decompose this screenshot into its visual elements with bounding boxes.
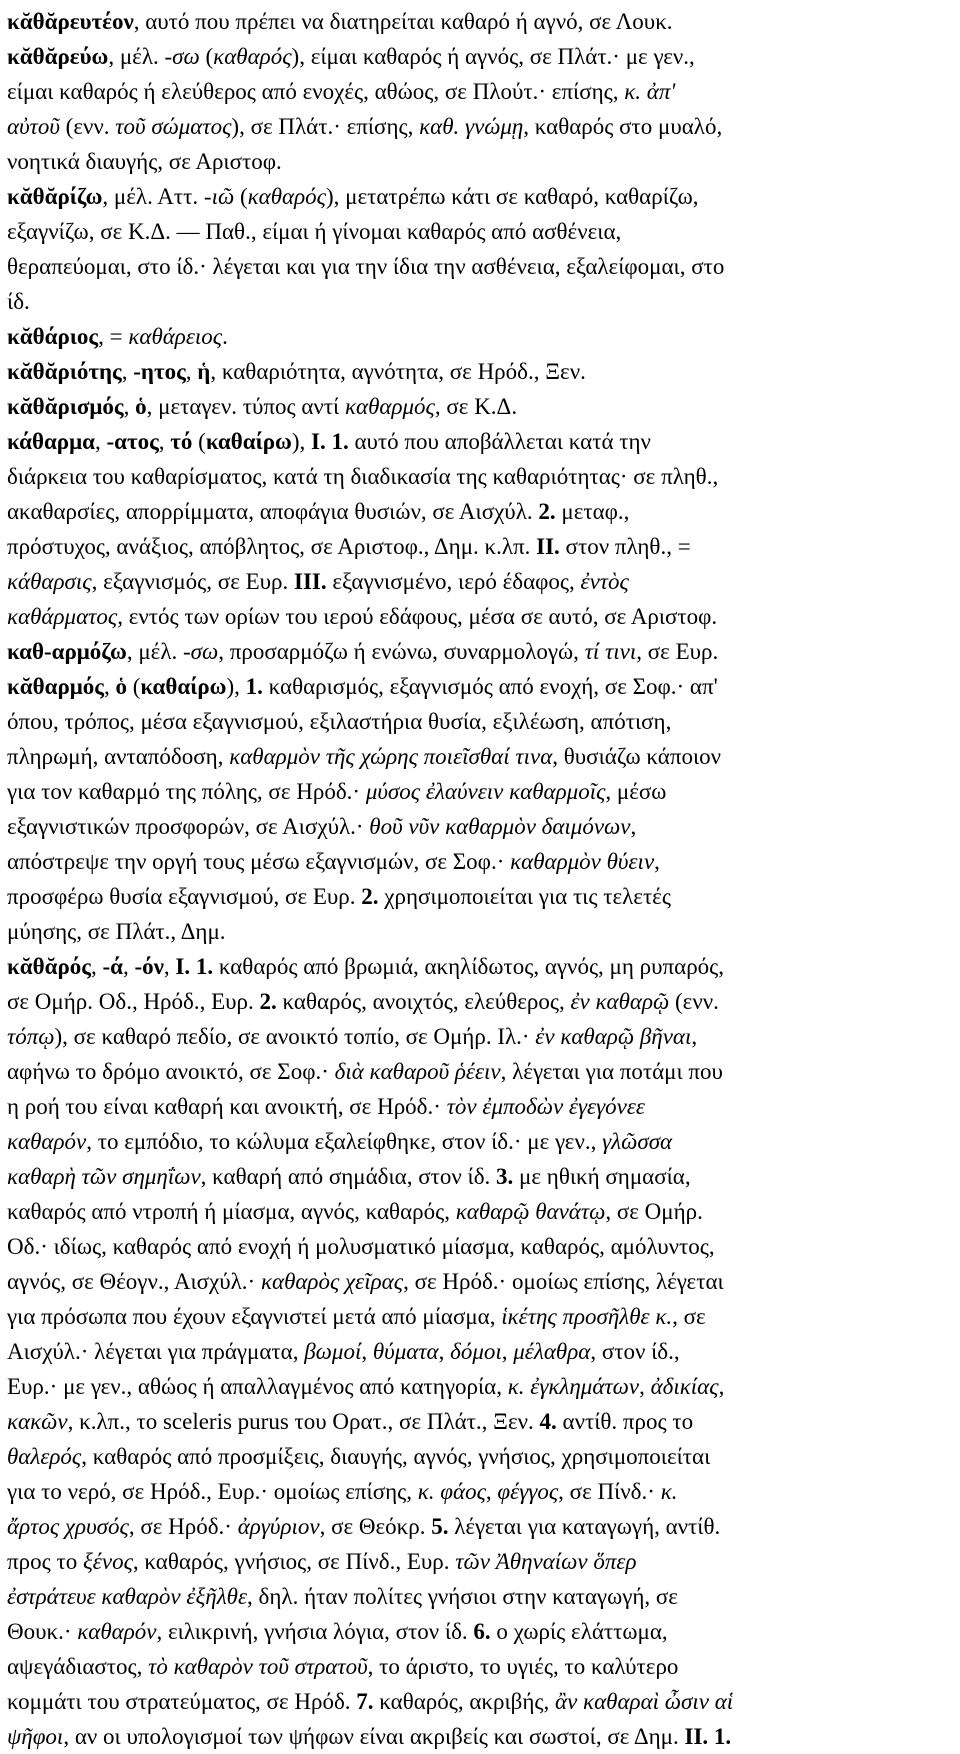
body-text: αυτό που αποβάλλεται κατά την — [348, 429, 651, 454]
headword-text: II. 1. — [684, 1724, 732, 1749]
body-text: , — [501, 1339, 514, 1364]
headword-text: καθαίρω — [205, 429, 292, 454]
body-text: ), σε καθαρό πεδίο, σε ανοικτό τοπίο, σε Ομήρ. Ιλ.· — [54, 1024, 536, 1049]
text-line — [7, 214, 942, 249]
italic-text: καθαρῷ θανάτῳ — [455, 1199, 606, 1224]
body-text: στον πληθ., = — [559, 534, 691, 559]
italic-text: σω — [190, 639, 219, 664]
text-line — [7, 949, 942, 984]
headword-text: κᾰθᾰρευτέον — [7, 9, 134, 34]
text-line — [7, 984, 942, 1019]
body-text: καθαρός, ανοιχτός, ελεύθερος, — [276, 989, 571, 1014]
body-text: απόστρεψε την οργή τους μέσω εξαγνισμών, σε Σοφ.· — [7, 849, 511, 874]
italic-text: θύματα — [372, 1339, 439, 1364]
body-text: (ενν. — [669, 989, 719, 1014]
body-text: με ηθική σημασία, — [513, 1164, 691, 1189]
headword-text: 5. — [431, 1514, 449, 1539]
text-line — [7, 879, 942, 914]
body-text: , — [630, 814, 637, 839]
headword-text: 7. — [356, 1689, 374, 1714]
italic-text: τῶν Ἀθηναίων ὅπερ — [455, 1549, 637, 1574]
body-text: Θουκ.· — [7, 1619, 78, 1644]
headword-text: 2. — [259, 989, 277, 1014]
headword-text: II. — [536, 534, 560, 559]
text-line — [7, 1684, 942, 1719]
text-line — [7, 459, 942, 494]
headword-text: κᾰθᾰριότης — [7, 359, 122, 384]
italic-text: ἐντὸς — [580, 569, 629, 594]
text-line — [7, 1369, 942, 1404]
body-text: , ειλικρινή, γνήσια λόγια, στον ίδ. — [156, 1619, 474, 1644]
italic-text: καθαρόν — [7, 1129, 87, 1154]
headword-text: κᾰθᾰρεύω — [7, 44, 109, 69]
italic-text: ξένος — [82, 1549, 133, 1574]
body-text: Ευρ.· με γεν., αθώος ή απαλλαγμένος από κατηγορία, — [7, 1374, 508, 1399]
body-text: μεταφ., — [555, 499, 630, 524]
text-line — [7, 704, 942, 739]
text-line — [7, 739, 942, 774]
italic-text: θαλερός — [7, 1444, 82, 1469]
italic-text: βωμοί — [304, 1339, 362, 1364]
text-line — [7, 39, 942, 74]
body-text: , μέλ. - — [108, 44, 173, 69]
text-line — [7, 1509, 942, 1544]
body-text: εξαγνίζω, σε Κ.Δ. — Παθ., είμαι ή γίνομαι καθαρός από ασθένεια, — [7, 219, 622, 244]
italic-text: τὸν ἐμποδὼν ἐγεγόνεε — [446, 1094, 645, 1119]
text-line — [7, 1474, 942, 1509]
body-text: αγνός, σε Θέογν., Αισχύλ.· — [7, 1269, 261, 1294]
italic-text: καθάρματος — [7, 604, 118, 629]
body-text: ( — [234, 184, 248, 209]
body-text: , μεταγεν. τύπος αντί — [146, 394, 345, 419]
body-text: Αισχύλ.· λέγεται για πράγματα, — [7, 1339, 305, 1364]
body-text: προς το — [7, 1549, 83, 1574]
headword-text: ὁ — [135, 394, 147, 419]
text-line — [7, 634, 942, 669]
body-text: ), — [226, 674, 246, 699]
body-text: όπου, τρόπος, μέσα εξαγνισμού, εξιλαστήρια θυσία, εξιλέωση, απότιση, — [7, 709, 672, 734]
body-text: , — [718, 1374, 725, 1399]
text-line — [7, 319, 942, 354]
italic-text: ἐστράτευε καθαρὸν ἐξῆλθε — [7, 1584, 248, 1609]
italic-text: ἐν καθαρῷ βῆναι — [535, 1024, 692, 1049]
text-line — [7, 1579, 942, 1614]
headword-text: κάθαρμα — [7, 429, 95, 454]
italic-text: μέλαθρα — [513, 1339, 591, 1364]
body-text: , σε Ηρόδ.· ομοίως επίσης, λέγεται — [403, 1269, 724, 1294]
italic-text: ψῆφοι — [7, 1724, 64, 1749]
text-line — [7, 669, 942, 704]
text-line — [7, 494, 942, 529]
body-text: ο χωρίς ελάττωμα, — [490, 1619, 668, 1644]
body-text: , σε — [672, 1304, 706, 1329]
italic-text: ἀδικίας — [650, 1374, 719, 1399]
body-text: , σε Ομήρ. — [605, 1199, 703, 1224]
body-text: , — [123, 394, 136, 419]
italic-text: καθάρειος — [128, 324, 223, 349]
body-text: ), — [291, 429, 312, 454]
text-line — [7, 774, 942, 809]
text-line — [7, 1124, 942, 1159]
italic-text: καθαρὴ τῶν σημηΐων — [7, 1164, 201, 1189]
body-text: λέγεται για καταγωγή, αντίθ. — [448, 1514, 721, 1539]
italic-text: κάθαρσις — [7, 569, 92, 594]
body-text: , σε Ευρ. — [636, 639, 719, 664]
italic-text: ἱκέτης προσῆλθε κ. — [501, 1304, 673, 1329]
body-text: ίδ. — [7, 289, 30, 314]
italic-text: σω — [172, 44, 200, 69]
text-line — [7, 1334, 942, 1369]
body-text: , στον ίδ., — [590, 1339, 680, 1364]
body-text: , = — [98, 324, 129, 349]
body-text: Οδ.· ιδίως, καθαρός από ενοχή ή μολυσματικό μίασμα, καθαρός, αμόλυντος, — [7, 1234, 715, 1259]
italic-text: θοῦ νῦν καθαρμὸν δαιμόνων — [369, 814, 631, 839]
body-text: , σε Θεόκρ. — [319, 1514, 432, 1539]
body-text: για τον καθαρμό της πόλης, σε Ηρόδ.· — [7, 779, 366, 804]
italic-text: ιῶ — [211, 184, 235, 209]
body-text: ( — [127, 674, 141, 699]
body-text: χρησιμοποιείται για τις τελετές — [378, 884, 671, 909]
body-text: πληρωμή, ανταπόδοση, — [7, 744, 230, 769]
text-line — [7, 74, 942, 109]
text-line — [7, 1089, 942, 1124]
body-text: σε Ομήρ. Οδ., Ηρόδ., Ευρ. — [7, 989, 260, 1014]
body-text: , — [691, 1024, 698, 1049]
headword-text: -ατος — [106, 429, 159, 454]
body-text: , λέγεται για ποτάμι που — [500, 1059, 723, 1084]
text-line — [7, 1159, 942, 1194]
body-text: , θυσιάζω κάποιον — [552, 744, 722, 769]
italic-text: κακῶν — [7, 1409, 68, 1434]
body-text: , — [121, 359, 134, 384]
body-text: , καθαριότητα, αγνότητα, σε Ηρόδ., Ξεν. — [210, 359, 586, 384]
headword-text: -ητος — [133, 359, 186, 384]
body-text: , μέλ. - — [126, 639, 191, 664]
body-text: , — [361, 1339, 373, 1364]
text-line — [7, 1229, 942, 1264]
body-text: αφήνω το δρόμο ανοικτό, σε Σοφ.· — [7, 1059, 335, 1084]
body-text: ), σε Πλάτ.· επίσης, — [231, 114, 420, 139]
body-text: , κ.λπ., το sceleris purus του Ορατ., σε Πλάτ., Ξεν. — [67, 1409, 540, 1434]
italic-text: ἄρτος χρυσός — [7, 1514, 129, 1539]
italic-text: ἐν καθαρῷ — [570, 989, 670, 1014]
body-text: , αυτό που πρέπει να διατηρείται καθαρό ή αγνό, σε Λουκ. — [133, 9, 673, 34]
text-line — [7, 389, 942, 424]
headword-text: τό — [170, 429, 193, 454]
body-text: για το νερό, σε Ηρόδ., Ευρ.· ομοίως επίσης, — [7, 1479, 418, 1504]
headword-text: I. 1. — [175, 954, 214, 979]
text-line — [7, 424, 942, 459]
text-line — [7, 844, 942, 879]
body-text: καθαρισμός, εξαγνισμός από ενοχή, σε Σοφ.· απ' — [262, 674, 718, 699]
italic-text: διὰ καθαροῦ ῥέειν — [334, 1059, 501, 1084]
text-line — [7, 249, 942, 284]
italic-text: καθαρός — [247, 184, 326, 209]
body-text: , — [104, 674, 116, 699]
headword-text: 2. — [538, 499, 556, 524]
italic-text: κ. φάος — [417, 1479, 486, 1504]
body-text: εξαγνισμένο, ιερό έδαφος, — [326, 569, 581, 594]
body-text: , — [90, 954, 103, 979]
italic-text: φέγγος — [497, 1479, 559, 1504]
text-line — [7, 354, 942, 389]
text-line — [7, 599, 942, 634]
headword-text: καθαίρω — [140, 674, 227, 699]
body-text: διάρκεια του καθαρίσματος, κατά τη διαδικασία της καθαριότητας· σε πληθ., — [7, 464, 719, 489]
body-text: ( — [192, 429, 206, 454]
headword-text: 4. — [539, 1409, 557, 1434]
headword-text: -ά — [102, 954, 123, 979]
text-line — [7, 1019, 942, 1054]
text-line — [7, 1544, 942, 1579]
text-line — [7, 284, 942, 319]
body-text: πρόστυχος, ανάξιος, απόβλητος, σε Αριστοφ., Δημ. κ.λπ. — [7, 534, 537, 559]
body-text: , σε Πίνδ.· — [558, 1479, 661, 1504]
body-text: καθαρός από ντροπή ή μίασμα, αγνός, καθαρός, — [7, 1199, 456, 1224]
italic-text: κ. — [660, 1479, 678, 1504]
text-line — [7, 1299, 942, 1334]
italic-text: καθαρμός — [344, 394, 435, 419]
italic-text: ἂν καθαραὶ ὦσιν αἱ — [555, 1689, 734, 1714]
body-text: , καθαρός, γνήσιος, σε Πίνδ., Ευρ. — [132, 1549, 456, 1574]
body-text: , εξαγνισμός, σε Ευρ. — [91, 569, 295, 594]
italic-text: καθαρμὸν θύειν — [510, 849, 655, 874]
text-line — [7, 1404, 942, 1439]
body-text: , — [185, 359, 198, 384]
headword-text: 2. — [361, 884, 379, 909]
headword-text: ἡ — [197, 359, 211, 384]
body-text: κομμάτι του στρατεύματος, σε Ηρόδ. — [7, 1689, 357, 1714]
body-text: , σε Ηρόδ.· — [128, 1514, 238, 1539]
body-text: , καθαρός στο μυαλό, — [523, 114, 723, 139]
italic-text: τί τινι — [584, 639, 637, 664]
body-text: , εντός των ορίων του ιερού εδάφους, μέσα σε αυτό, σε Αριστοφ. — [117, 604, 718, 629]
headword-text: ὁ — [115, 674, 127, 699]
headword-text: κᾰθᾰρίζω — [7, 184, 103, 209]
body-text: αψεγάδιαστος, — [7, 1654, 149, 1679]
text-line — [7, 809, 942, 844]
italic-text: καθαρὸς χεῖρας — [260, 1269, 404, 1294]
italic-text: καθαρός — [213, 44, 292, 69]
body-text: , καθαρός από προσμίξεις, διαυγής, αγνός, γνήσιος, χρησιμοποιείται — [81, 1444, 711, 1469]
body-text: θεραπεύομαι, στο ίδ.· λέγεται και για την ίδια την ασθένεια, εξαλείφομαι, στο — [7, 254, 725, 279]
body-text: , αν οι υπολογισμοί των ψήφων είναι ακριβείς και σωστοί, σε Δημ. — [63, 1724, 685, 1749]
body-text: νοητικά διαυγής, σε Αριστοφ. — [7, 149, 282, 174]
body-text: μύησης, σε Πλάτ., Δημ. — [7, 919, 226, 944]
body-text: . — [222, 324, 228, 349]
body-text: , σε Κ.Δ. — [434, 394, 518, 419]
text-line — [7, 1264, 942, 1299]
body-text: ), είμαι καθαρός ή αγνός, σε Πλάτ.· με γεν., — [291, 44, 695, 69]
body-text: , μέλ. Αττ. - — [102, 184, 212, 209]
italic-text: δόμοι — [450, 1339, 502, 1364]
text-line — [7, 1439, 942, 1474]
headword-text: I. 1. — [311, 429, 349, 454]
headword-text: καθ-αρμόζω — [7, 639, 127, 664]
headword-text: -όν — [134, 954, 164, 979]
headword-text: 3. — [496, 1164, 514, 1189]
italic-text: κ. ἀπ' — [624, 79, 676, 104]
body-text: (ενν. — [59, 114, 116, 139]
body-text: για πρόσωπα που έχουν εξαγνιστεί μετά από μίασμα, — [7, 1304, 502, 1329]
body-text: , — [485, 1479, 498, 1504]
body-text: προσφέρω θυσία εξαγνισμού, σε Ευρ. — [7, 884, 362, 909]
headword-text: κᾰθᾰρισμός — [7, 394, 124, 419]
italic-text: τοῦ σώματος — [115, 114, 232, 139]
body-text: , — [438, 1339, 451, 1364]
body-text: , — [163, 954, 176, 979]
body-text: καθαρός από βρωμιά, ακηλίδωτος, αγνός, μη ρυπαρός, — [213, 954, 725, 979]
body-text: , καθαρή από σημάδια, στον ίδ. — [200, 1164, 497, 1189]
text-line — [7, 179, 942, 214]
body-text: , — [639, 1374, 651, 1399]
italic-text: κ. ἐγκλημάτων — [507, 1374, 640, 1399]
headword-text: 1. — [245, 674, 263, 699]
italic-text: καθαρμὸν τῆς χώρης ποιεῖσθαί τινα — [229, 744, 553, 769]
body-text: , — [654, 849, 660, 874]
text-line — [7, 144, 942, 179]
italic-text: καθ. γνώμῃ — [419, 114, 524, 139]
body-text: αντίθ. προς το — [556, 1409, 694, 1434]
body-text: , μέσω — [605, 779, 667, 804]
body-text: , δηλ. ήταν πολίτες γνήσιοι στην καταγωγή, σε — [247, 1584, 678, 1609]
text-line — [7, 1054, 942, 1089]
italic-text: μύσος ἐλαύνειν καθαρμοῖς — [365, 779, 606, 804]
italic-text: ἀργύριον — [237, 1514, 320, 1539]
body-text: , το άριστο, το υγιές, το καλύτερο — [367, 1654, 679, 1679]
italic-text: γλῶσσα — [602, 1129, 673, 1154]
italic-text: αὐτοῦ — [7, 114, 60, 139]
body-text: , — [94, 429, 107, 454]
text-line — [7, 1649, 942, 1684]
body-text: , — [158, 429, 171, 454]
text-line — [7, 914, 942, 949]
text-line — [7, 1614, 942, 1649]
headword-text: κᾰθᾰρός — [7, 954, 91, 979]
text-line — [7, 529, 942, 564]
body-text: είμαι καθαρός ή ελεύθερος από ενοχές, αθώος, σε Πλούτ.· επίσης, — [7, 79, 625, 104]
body-text: η ροή του είναι καθαρή και ανοικτή, σε Ηρόδ.· — [7, 1094, 447, 1119]
headword-text: κᾰθάριος — [7, 324, 99, 349]
body-text: εξαγνιστικών προσφορών, σε Αισχύλ.· — [7, 814, 370, 839]
headword-text: κᾰθαρμός — [7, 674, 104, 699]
text-line — [7, 4, 942, 39]
headword-text: 6. — [473, 1619, 491, 1644]
body-text: καθαρός, ακριβής, — [373, 1689, 556, 1714]
text-line — [7, 1719, 942, 1754]
headword-text: III. — [294, 569, 327, 594]
italic-text: καθαρόν — [77, 1619, 157, 1644]
italic-text: τὸ καθαρὸν τοῦ στρατοῦ — [148, 1654, 368, 1679]
body-text: , προσαρμόζω ή ενώνω, συναρμολογώ, — [218, 639, 585, 664]
text-line — [7, 564, 942, 599]
body-text: ακαθαρσίες, απορρίμματα, αποφάγια θυσιών, σε Αισχύλ. — [7, 499, 539, 524]
body-text: , — [122, 954, 135, 979]
text-line — [7, 109, 942, 144]
body-text: ( — [199, 44, 214, 69]
body-text: ), μετατρέπω κάτι σε καθαρό, καθαρίζω, — [325, 184, 699, 209]
italic-text: τόπῳ — [7, 1024, 55, 1049]
text-line — [7, 1194, 942, 1229]
body-text: , το εμπόδιο, το κώλυμα εξαλείφθηκε, στον ίδ.· με γεν., — [86, 1129, 603, 1154]
